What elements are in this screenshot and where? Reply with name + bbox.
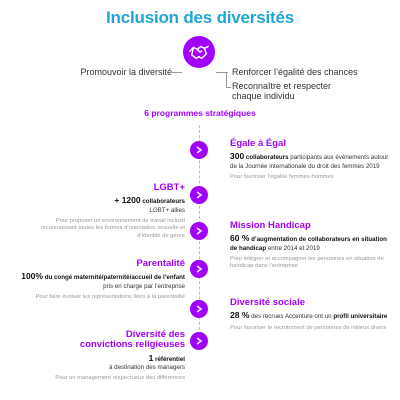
program-egale [230, 139, 390, 181]
connector-right-lower [226, 87, 231, 88]
chevron-right-icon [194, 336, 204, 346]
program-stat: 60 % d’augmentation de collaborateurs en situation de handicap entre 2014 et 2019 [230, 233, 387, 252]
program-heading: Parentalité [136, 258, 185, 269]
program-stat: 100% du congé maternité/paternité/accueil de l’enfant pris en charge par l’entreprise [21, 271, 185, 290]
timeline-node-egale [190, 141, 208, 159]
timeline-node-handicap [190, 222, 208, 240]
program-religieuses [20, 330, 185, 383]
page-title: Inclusion des diversités [106, 8, 294, 27]
timeline-node-sociale [190, 300, 208, 318]
chevron-right-icon [194, 264, 204, 274]
connector-left [172, 72, 182, 73]
program-note: Pour favoriser le recrutement de personnes de milieux divers [230, 324, 387, 331]
program-note: Pour intégrer et accompagner les personnes en situation de handicap dans l’entreprise [230, 255, 384, 270]
program-lgbt [20, 183, 185, 240]
timeline-node-parentalite [190, 260, 208, 278]
program-heading: Égale à Égal [230, 138, 286, 149]
program-note: Pour un management respectueux des différences [55, 375, 185, 381]
chevron-right-icon [194, 190, 204, 200]
program-note: Pour proposer un environnement de travail inclusif reconnaissant toutes les formes d’orientation sexuelle et d’identité de genre [40, 217, 185, 239]
program-note: Pour favoriser l’égalité femmes-hommes [230, 173, 334, 180]
handshake-icon [183, 36, 215, 68]
program-stat: 28 % des recrues Accenture ont un profil universitaire [230, 310, 388, 321]
program-stat: 1 référentiel à destination des managers [108, 352, 185, 371]
program-heading: LGBT+ [153, 182, 185, 193]
subtitle-renforcer: Renforcer l’égalité des chances [232, 67, 358, 77]
program-stat: 300 collaborateurs participants aux événements autour de la Journée internationale du droit des femmes 2019 [230, 151, 389, 170]
subtitle-promouvoir: Promouvoir la diversité [80, 67, 172, 77]
program-heading: Diversité des convictions religieuses [79, 329, 185, 351]
chevron-right-icon [194, 145, 204, 155]
program-parentalite [20, 259, 185, 301]
chevron-right-icon [194, 304, 204, 314]
chevron-right-icon [194, 226, 204, 236]
program-stat: + 1200 collaborateurs LGBT+ allies [114, 195, 185, 214]
program-heading: Diversité sociale [230, 297, 305, 308]
program-handicap [230, 221, 390, 271]
timeline-node-religieuses [190, 332, 208, 350]
subtitle-reconnaitre: Reconnaître et respecter chaque individu [232, 81, 332, 102]
program-heading: Mission Handicap [230, 220, 311, 231]
timeline-node-lgbt [190, 186, 208, 204]
connector-right-vertical [226, 72, 227, 88]
programs-title: 6 programmes stratégiques [144, 108, 256, 118]
program-sociale [230, 298, 390, 332]
program-note: Pour faire évoluer les représentations liées à la parentalité [35, 293, 185, 300]
